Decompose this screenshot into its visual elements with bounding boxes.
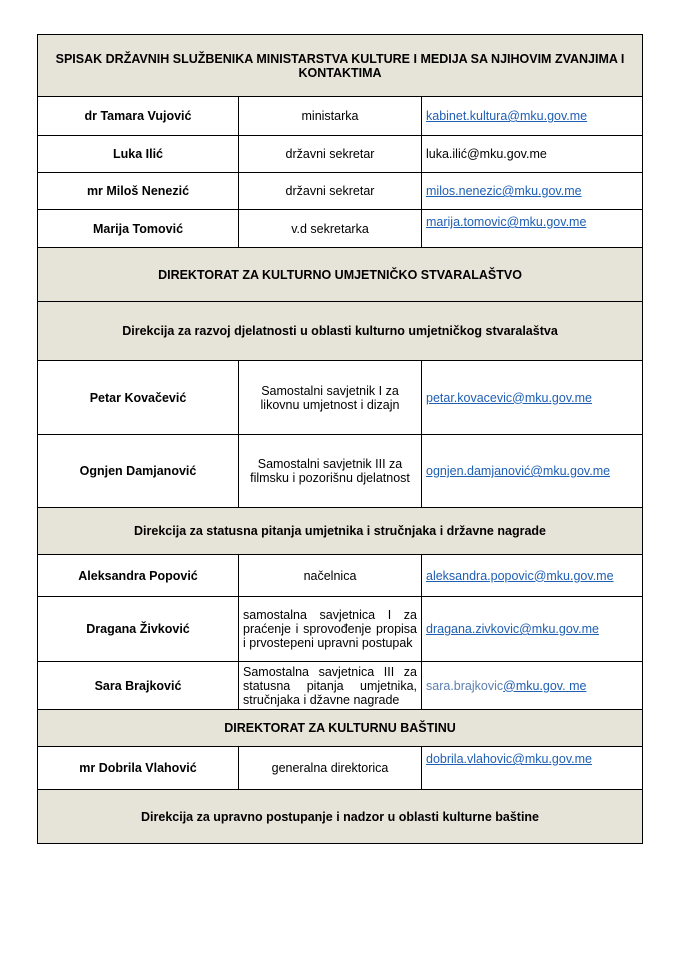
section-row xyxy=(38,302,643,361)
table-row xyxy=(38,210,643,248)
employee-role: ministarka xyxy=(239,97,422,136)
email-text-part: sara.brajkovic xyxy=(426,678,504,693)
section-heading: DIREKTORAT ZA KULTURNO UMJETNIČKO STVARALAŠTVO xyxy=(38,248,643,302)
section-row xyxy=(38,508,643,555)
employee-role: državni sekretar xyxy=(239,173,422,210)
table-row xyxy=(38,97,643,136)
table-row xyxy=(38,662,643,710)
section-heading: Direkcija za statusna pitanja umjetnika i stručnjaka i državne nagrade xyxy=(38,508,643,555)
employee-role: Samostalna savjetnica III za statusna pitanja umjetnika, stručnjaka i džavne nagrade xyxy=(239,662,422,710)
employee-name: Ognjen Damjanović xyxy=(38,435,239,508)
employee-name: Luka Ilić xyxy=(38,136,239,173)
employee-name: Dragana Živković xyxy=(38,597,239,662)
employee-role: Samostalni savjetnik I za likovnu umjetnost i dizajn xyxy=(239,361,422,435)
table-row xyxy=(38,361,643,435)
table-row xyxy=(38,136,643,173)
section-row xyxy=(38,248,643,302)
email-link[interactable]: petar.kovacevic@mku.gov.me xyxy=(426,390,592,405)
section-heading: DIREKTORAT ZA KULTURNU BAŠTINU xyxy=(38,710,643,747)
employee-name: mr Dobrila Vlahović xyxy=(38,747,239,790)
employee-name: Aleksandra Popović xyxy=(38,555,239,597)
employee-role: generalna direktorica xyxy=(239,747,422,790)
table-row xyxy=(38,555,643,597)
employee-role: samostalna savjetnica I za praćenje i sprovođenje propisa i prvostepeni upravni postupak xyxy=(239,597,422,662)
section-row xyxy=(38,710,643,747)
employee-name: Petar Kovačević xyxy=(38,361,239,435)
email-text: luka.ilić@mku.gov.me xyxy=(426,147,547,161)
table-row xyxy=(38,747,643,790)
email-link[interactable]: aleksandra.popovic@mku.gov.me xyxy=(426,568,614,583)
email-link[interactable]: milos.nenezic@mku.gov.me xyxy=(426,184,582,198)
employee-name: Marija Tomović xyxy=(38,210,239,248)
table-title-row xyxy=(38,35,643,97)
email-link[interactable]: @mku.gov. me xyxy=(503,678,587,693)
email-link[interactable]: kabinet.kultura@mku.gov.me xyxy=(426,109,588,123)
email-link[interactable]: marija.tomovic@mku.gov.me xyxy=(426,215,587,229)
email-link[interactable]: dragana.zivkovic@mku.gov.me xyxy=(426,622,599,636)
section-row xyxy=(38,790,643,844)
section-heading: Direkcija za upravno postupanje i nadzor u oblasti kulturne baštine xyxy=(38,790,643,844)
table-row xyxy=(38,173,643,210)
employee-role: državni sekretar xyxy=(239,136,422,173)
employee-role: Samostalni savjetnik III za filmsku i pozorišnu djelatnost xyxy=(239,435,422,508)
employee-name: dr Tamara Vujović xyxy=(38,97,239,136)
staff-table xyxy=(37,34,643,844)
employee-role: načelnica xyxy=(239,555,422,597)
email-link[interactable]: dobrila.vlahovic@mku.gov.me xyxy=(426,752,592,766)
employee-role: v.d sekretarka xyxy=(239,210,422,248)
table-row xyxy=(38,435,643,508)
employee-name: Sara Brajković xyxy=(38,662,239,710)
document-title: SPISAK DRŽAVNIH SLUŽBENIKA MINISTARSTVA KULTURE I MEDIJA SA NJIHOVIM ZVANJIMA I KONTAKTIMA xyxy=(38,35,643,97)
employee-name: mr Miloš Nenezić xyxy=(38,173,239,210)
table-row xyxy=(38,597,643,662)
email-link[interactable]: ognjen.damjanović@mku.gov.me xyxy=(426,464,611,478)
section-heading: Direkcija za razvoj djelatnosti u oblasti kulturno umjetničkog stvaralaštva xyxy=(38,302,643,361)
